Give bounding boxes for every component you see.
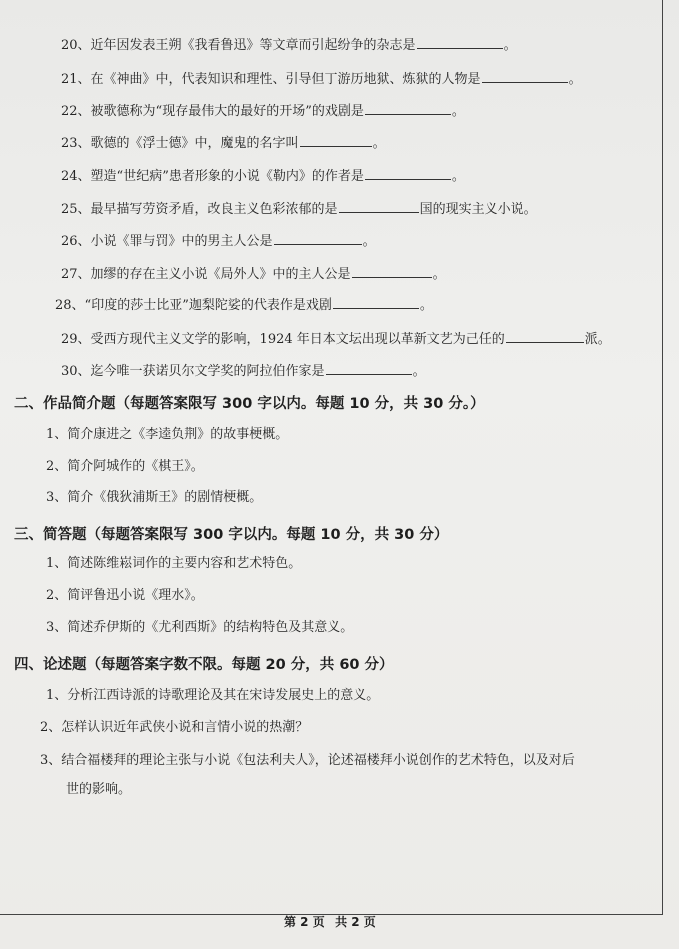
question-text: 、近年因发表王朔《我看鲁迅》等文章而引起纷争的杂志是: [77, 38, 416, 53]
question-number: 21: [61, 72, 78, 87]
question-number: 25: [61, 202, 78, 217]
question-text: 、加缪的存在主义小说《局外人》中的主人公是: [77, 267, 351, 282]
question-28: [55, 297, 433, 314]
question-text: 、歌德的《浮士德》中，魔鬼的名字叫: [77, 136, 299, 151]
question-25: [61, 201, 537, 218]
question-text: 、最早描写劳资矛盾，改良主义色彩浓郁的是: [77, 202, 338, 217]
question-text: 、在《神曲》中，代表知识和理性、引导但丁游历地狱、炼狱的人物是: [77, 72, 481, 87]
answer-blank[interactable]: [365, 168, 451, 180]
question-text: 、小说《罪与罚》中的男主人公是: [77, 234, 273, 249]
question-20: [61, 37, 517, 54]
question-23: [61, 135, 386, 152]
section2-item-3: 3、简介《俄狄浦斯王》的剧情梗概。: [46, 490, 263, 505]
answer-blank[interactable]: [326, 363, 412, 375]
question-text-end: 。: [451, 169, 465, 184]
question-27: [61, 266, 446, 283]
question-text: 、迄今唯一获诺贝尔文学奖的阿拉伯作家是: [77, 364, 325, 379]
question-number: 26: [61, 234, 78, 249]
question-number: 28: [55, 298, 72, 313]
question-22: [61, 103, 465, 120]
question-text-end: 。: [451, 104, 465, 119]
question-text-end: 。: [568, 72, 582, 87]
page-number: 第 2 页: [284, 915, 325, 929]
section2-item-2: 2、简介阿城作的《棋王》。: [46, 459, 204, 474]
section-heading-3: 三、简答题（每题答案限写 300 字以内。每题 10 分，共 30 分）: [14, 527, 449, 543]
question-text: 、“印度的莎士比亚”迦梨陀娑的代表作是戏剧: [71, 298, 332, 313]
page-total: 共 2 页: [335, 915, 376, 929]
question-30: [61, 363, 426, 380]
section4-item-3-line1: 3、结合福楼拜的理论主张与小说《包法利夫人》，论述福楼拜小说创作的艺术特色，以及对后: [40, 753, 575, 768]
question-number: 30: [61, 364, 78, 379]
question-21: [61, 71, 582, 88]
answer-blank[interactable]: [339, 201, 419, 213]
question-text-end: 。: [372, 136, 386, 151]
question-number: 22: [61, 104, 78, 119]
question-number: 24: [61, 169, 78, 184]
answer-blank[interactable]: [482, 71, 568, 83]
section3-item-2: 2、简评鲁迅小说《理水》。: [46, 588, 204, 603]
question-text-end: 。: [503, 38, 517, 53]
question-text-end: 。: [412, 364, 426, 379]
section-heading-4: 四、论述题（每题答案字数不限。每题 20 分，共 60 分）: [14, 657, 394, 673]
question-number: 27: [61, 267, 78, 282]
question-number: 23: [61, 136, 78, 151]
question-29: [61, 331, 611, 348]
question-26: [61, 233, 376, 250]
question-text: 、被歌德称为“现存最伟大的最好的开场”的戏剧是: [77, 104, 364, 119]
section3-item-3: 3、简述乔伊斯的《尤利西斯》的结构特色及其意义。: [46, 620, 354, 635]
answer-blank[interactable]: [365, 103, 451, 115]
section4-item-1: 1、分析江西诗派的诗歌理论及其在宋诗发展史上的意义。: [46, 688, 380, 703]
section4-item-3-line2: 世的影响。: [66, 782, 132, 797]
page-footer: [284, 913, 378, 930]
question-text: 、受西方现代主义文学的影响，1924 年日本文坛出现以革新文艺为己任的: [77, 332, 505, 347]
section2-item-1: 1、简介康进之《李逵负荆》的故事梗概。: [46, 427, 289, 442]
question-text: 、塑造“世纪病”患者形象的小说《勒内》的作者是: [77, 169, 364, 184]
question-number: 20: [61, 38, 78, 53]
answer-blank[interactable]: [274, 233, 362, 245]
question-24: [61, 168, 465, 185]
question-text-end: 。: [419, 298, 433, 313]
answer-blank[interactable]: [506, 331, 584, 343]
question-number: 29: [61, 332, 78, 347]
answer-blank[interactable]: [352, 266, 432, 278]
question-text-end: 派。: [584, 332, 611, 347]
answer-blank[interactable]: [300, 135, 372, 147]
answer-blank[interactable]: [417, 37, 503, 49]
section4-item-2: 2、怎样认识近年武侠小说和言情小说的热潮？: [40, 720, 309, 735]
section3-item-1: 1、简述陈维崧词作的主要内容和艺术特色。: [46, 556, 302, 571]
answer-blank[interactable]: [333, 297, 419, 309]
section-heading-2: 二、作品简介题（每题答案限写 300 字以内。每题 10 分，共 30 分。）: [14, 396, 485, 412]
question-text-end: 。: [362, 234, 376, 249]
question-text-end: 。: [432, 267, 446, 282]
question-text-end: 国的现实主义小说。: [419, 202, 537, 217]
